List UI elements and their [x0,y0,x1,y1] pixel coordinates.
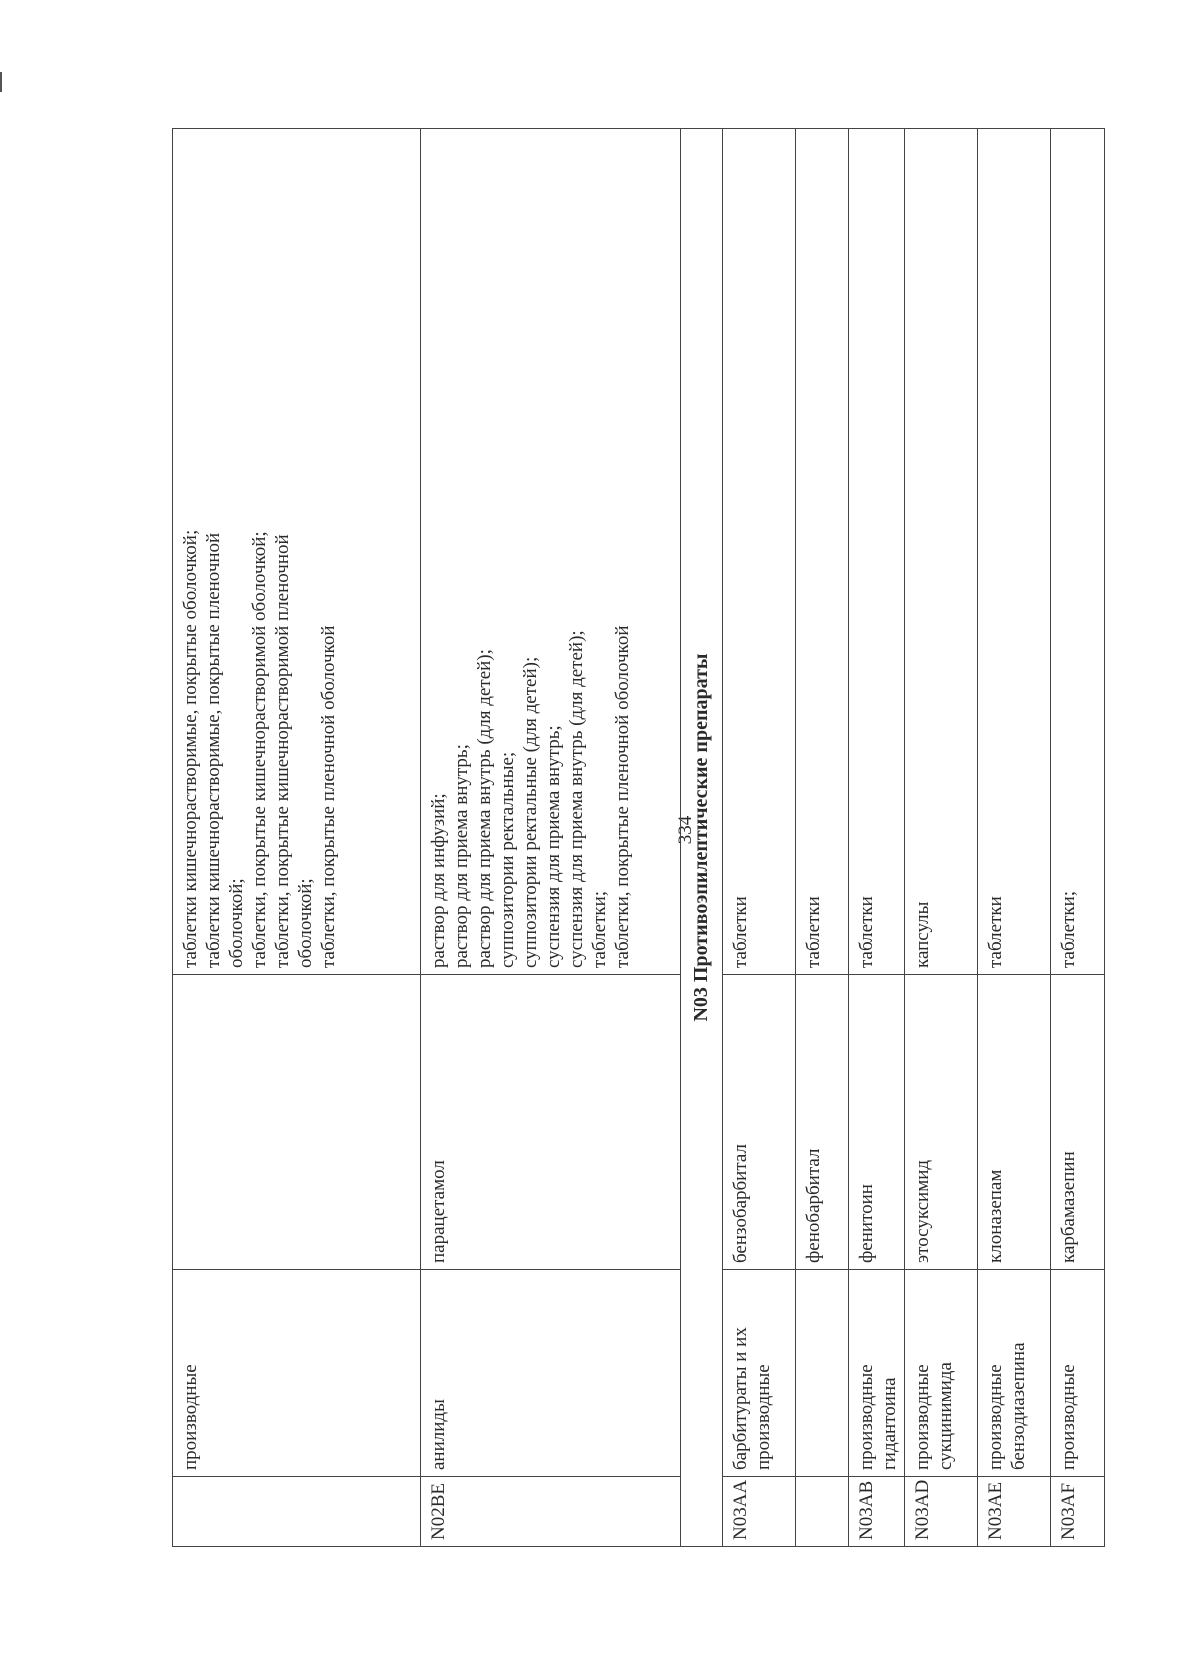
drug-cell [173,975,421,1270]
form-line: таблетки; [589,890,610,968]
drug-cell: парацетамол [421,975,681,1270]
form-line: раствор для инфузий; [428,793,449,968]
forms-cell: таблетки; [1051,129,1105,975]
group-cell: производные [173,1270,421,1477]
forms-cell: таблетки [978,129,1051,975]
medicines-table [172,128,1105,1547]
table-row [796,129,849,1547]
form-line: таблетки, покрытые пленочной оболочкой [318,625,339,968]
forms-cell: таблетки [849,129,905,975]
group-cell [796,1270,849,1477]
table-row [421,129,681,1547]
drug-cell: клоназепам [978,975,1051,1270]
table-row [905,129,978,1547]
table-row [1051,129,1105,1547]
forms-cell: таблетки [796,129,849,975]
forms-cell [173,129,421,975]
atc-code-cell [173,1477,421,1547]
atc-code-cell: N03AA [723,1477,796,1547]
form-line: таблетки, покрытые пленочной оболочкой [612,625,633,968]
atc-code-cell: N03AE [978,1477,1051,1547]
form-line: оболочкой; [295,878,316,968]
drug-cell: фенобарбитал [796,975,849,1270]
drug-cell: фенитоин [849,975,905,1270]
table-row [723,129,796,1547]
rotated-page [172,129,1092,1547]
atc-code-cell: N03AF [1051,1477,1105,1547]
form-line: суспензия для приема внутрь (для детей); [566,630,587,968]
form-line: таблетки, покрытые кишечнорастворимой пленочной [272,534,293,968]
group-cell: производные гидантоина [849,1270,905,1477]
form-line: раствор для приема внутрь; [451,744,472,968]
group-cell: производные [1051,1270,1105,1477]
form-line: таблетки, покрытые кишечнорастворимой оболочкой; [249,531,270,968]
form-line: суппозитории ректальные (для детей); [520,656,541,968]
forms-cell [421,129,681,975]
drug-cell: карбамазепин [1051,975,1105,1270]
forms-cell: капсулы [905,129,978,975]
group-cell: барбитураты и их производные [723,1270,796,1477]
edge-mark [0,72,2,92]
atc-code-cell [796,1477,849,1547]
atc-code-cell: N03AD [905,1477,978,1547]
form-line: суппозитории ректальные; [497,751,518,968]
drug-cell: этосуксимид [905,975,978,1270]
atc-code-cell: N02BE [421,1477,681,1547]
form-line: суспензия для приема внутрь; [543,725,564,968]
table-row [849,129,905,1547]
section-heading: N03 Противоэпилептические препараты [681,129,723,1547]
atc-code-cell: N03AB [849,1477,905,1547]
group-cell: производные бензодиазепина [978,1270,1051,1477]
section-row [681,129,723,1547]
group-cell: производные сукцинимида [905,1270,978,1477]
form-line: таблетки кишечнорастворимые, покрытые оболочкой; [180,529,201,968]
table-row [978,129,1051,1547]
form-line: таблетки кишечнорастворимые, покрытые пленочной [203,532,224,968]
form-line: раствор для приема внутрь (для детей); [474,649,495,968]
forms-cell: таблетки [723,129,796,975]
drug-cell: бензобарбитал [723,975,796,1270]
table-row [173,129,421,1547]
group-cell: анилиды [421,1270,681,1477]
form-line: оболочкой; [226,878,247,968]
page-number: 334 [675,815,696,845]
